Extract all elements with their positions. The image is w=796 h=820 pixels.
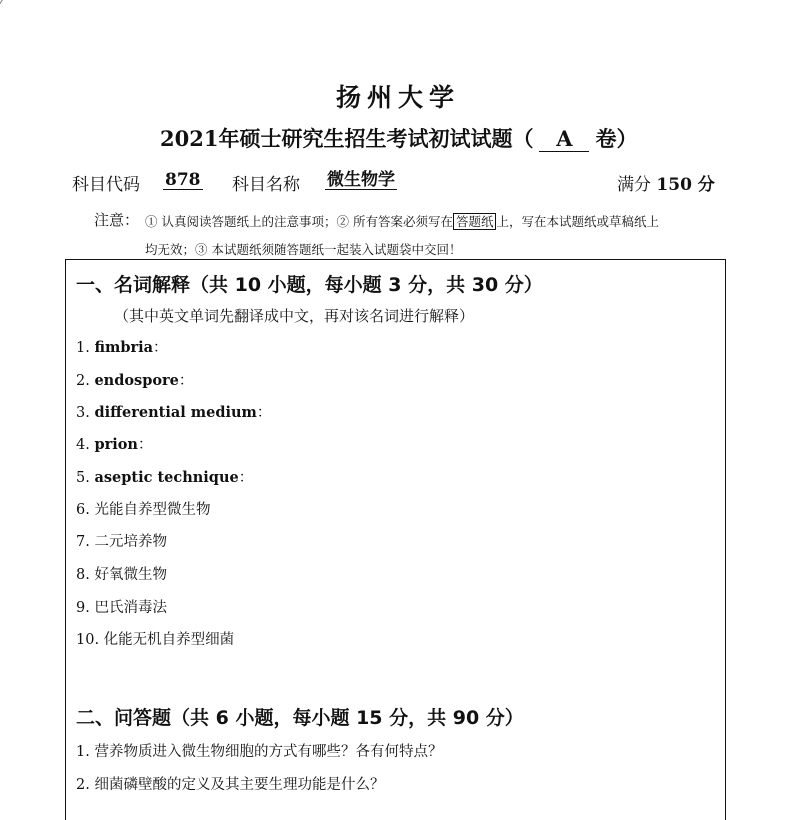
notice-line-1 bbox=[145, 212, 659, 230]
term-item: 2. endospore： bbox=[76, 372, 194, 389]
term-item: 1. fimbria： bbox=[76, 339, 168, 356]
term-item: 8. 好氧微生物 bbox=[76, 567, 167, 583]
exam-volume: A bbox=[539, 126, 589, 152]
term-item: 9. 巴氏消毒法 bbox=[76, 600, 167, 616]
notice-line-1-start: ① 认真阅读答题纸上的注意事项；② 所有答案必须写在 bbox=[145, 214, 453, 229]
term-item: 5. aseptic technique： bbox=[76, 469, 254, 486]
full-score bbox=[617, 170, 715, 195]
term-item: 10. 化能无机自养型细菌 bbox=[76, 632, 235, 648]
subject-name bbox=[325, 170, 397, 190]
section-2-heading: 二、问答题（共 6 小题，每小题 15 分，共 90 分） bbox=[76, 707, 524, 729]
exam-title-prefix: 2021年硕士研究生招生考试初试试题（ bbox=[160, 126, 534, 151]
exam-title-suffix: 卷） bbox=[595, 126, 638, 151]
subject-code bbox=[163, 170, 203, 190]
notice-line-1-end: 上，写在本试题纸或草稿纸上 bbox=[496, 214, 659, 229]
notice-label: 注意： bbox=[94, 211, 140, 229]
subject-code-label: 科目代码 bbox=[72, 175, 140, 195]
answer-sheet-box: 答题纸 bbox=[453, 213, 497, 230]
university-name: 扬州大学 bbox=[335, 83, 460, 112]
full-score-value: 150 分 bbox=[656, 175, 715, 195]
term-item: 3. differential medium： bbox=[76, 404, 272, 421]
subject-name-value: 微生物学 bbox=[327, 170, 395, 190]
scan-edge-line bbox=[0, 0, 22, 19]
full-score-label: 满分 bbox=[617, 175, 651, 195]
question-item: 2. 细菌磷壁酸的定义及其主要生理功能是什么？ bbox=[76, 777, 385, 793]
question-item: 1. 营养物质进入微生物细胞的方式有哪些？各有何特点？ bbox=[76, 744, 443, 760]
term-item: 7. 二元培养物 bbox=[76, 534, 167, 550]
subject-code-value: 878 bbox=[165, 170, 201, 190]
subject-name-label: 科目名称 bbox=[232, 175, 300, 195]
section-1-subheading: （其中英文单词先翻译成中文，再对该名词进行解释） bbox=[114, 307, 475, 325]
notice-line-2: 均无效；③ 本试题纸须随答题纸一起装入试题袋中交回！ bbox=[145, 242, 462, 257]
section-1-heading: 一、名词解释（共 10 小题，每小题 3 分，共 30 分） bbox=[76, 274, 543, 296]
exam-title bbox=[160, 123, 637, 153]
term-item: 4. prion： bbox=[76, 436, 153, 453]
term-item: 6. 光能自养型微生物 bbox=[76, 502, 211, 518]
